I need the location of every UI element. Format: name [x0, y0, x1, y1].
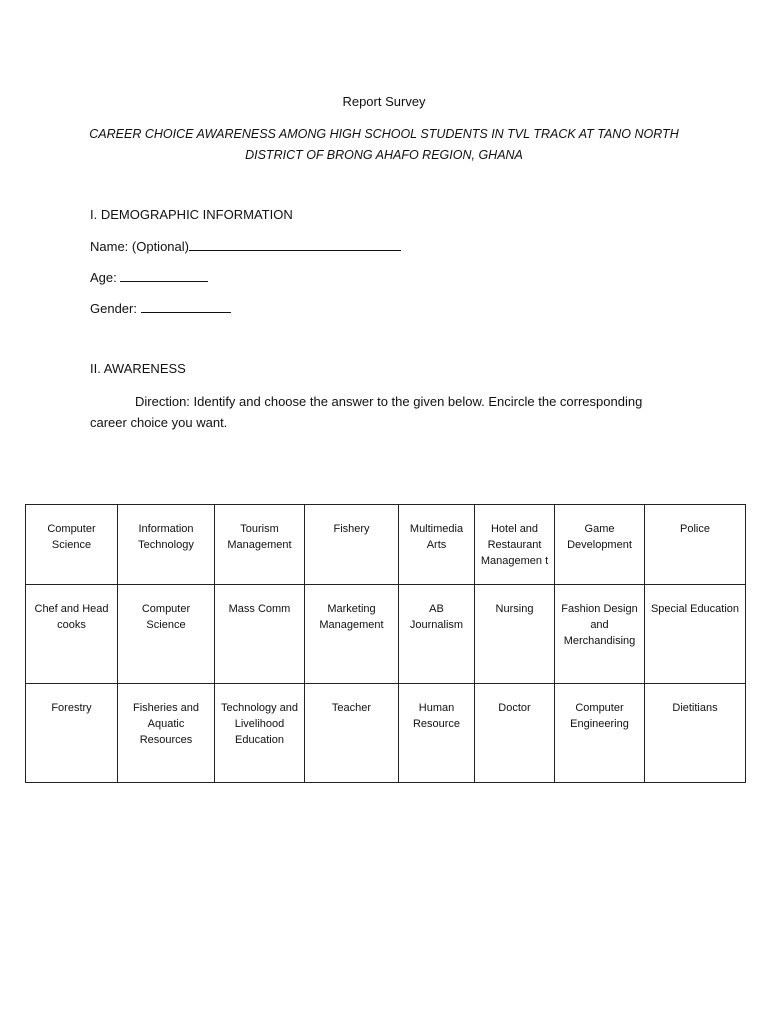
career-cell[interactable]: Fishery [305, 505, 399, 585]
career-cell[interactable]: Computer Engineering [555, 684, 645, 783]
name-blank-line[interactable] [189, 238, 401, 251]
career-cell[interactable]: Dietitians [645, 684, 746, 783]
gender-field[interactable] [90, 300, 231, 316]
career-cell[interactable]: Nursing [475, 585, 555, 684]
career-cell[interactable]: Doctor [475, 684, 555, 783]
career-cell[interactable]: Multimedia Arts [399, 505, 475, 585]
name-label: Name: (Optional) [90, 239, 189, 254]
career-cell[interactable]: Police [645, 505, 746, 585]
table-row [26, 684, 746, 783]
career-cell[interactable]: Hotel and Restaurant Managemen t [475, 505, 555, 585]
career-cell[interactable]: Chef and Head cooks [26, 585, 118, 684]
career-cell[interactable]: Marketing Management [305, 585, 399, 684]
gender-blank-line[interactable] [141, 300, 231, 313]
subtitle-line-1: CAREER CHOICE AWARENESS AMONG HIGH SCHOOL STUDENTS IN TVL TRACK AT TANO NORTH [89, 127, 679, 141]
gender-label: Gender: [90, 301, 141, 316]
career-cell[interactable]: Information Technology [118, 505, 215, 585]
name-field[interactable] [90, 238, 401, 254]
age-label: Age: [90, 270, 121, 285]
age-blank-line[interactable] [120, 269, 208, 282]
career-cell[interactable]: Game Development [555, 505, 645, 585]
demographic-heading: I. DEMOGRAPHIC INFORMATION [90, 207, 293, 222]
career-cell[interactable]: Mass Comm [215, 585, 305, 684]
survey-subtitle [70, 124, 698, 166]
career-cell[interactable]: Fashion Design and Merchandising [555, 585, 645, 684]
age-field[interactable] [90, 269, 208, 285]
career-cell[interactable]: Human Resource [399, 684, 475, 783]
career-cell[interactable]: Tourism Management [215, 505, 305, 585]
document-title: Report Survey [342, 94, 426, 109]
direction-line-1: Direction: Identify and choose the answer to the given below. Encircle the corresponding [135, 394, 643, 409]
direction-text [90, 391, 690, 433]
career-cell[interactable]: Special Education [645, 585, 746, 684]
table-row [26, 585, 746, 684]
career-cell[interactable]: Computer Science [118, 585, 215, 684]
subtitle-line-2: DISTRICT OF BRONG AHAFO REGION, GHANA [245, 148, 523, 162]
table-row [26, 505, 746, 585]
career-cell[interactable]: AB Journalism [399, 585, 475, 684]
direction-line-2: career choice you want. [90, 415, 228, 430]
career-cell[interactable]: Forestry [26, 684, 118, 783]
career-choice-table [25, 504, 746, 783]
career-cell[interactable]: Computer Science [26, 505, 118, 585]
career-cell[interactable]: Fisheries and Aquatic Resources [118, 684, 215, 783]
awareness-heading: II. AWARENESS [90, 361, 186, 376]
career-cell[interactable]: Technology and Livelihood Education [215, 684, 305, 783]
career-cell[interactable]: Teacher [305, 684, 399, 783]
